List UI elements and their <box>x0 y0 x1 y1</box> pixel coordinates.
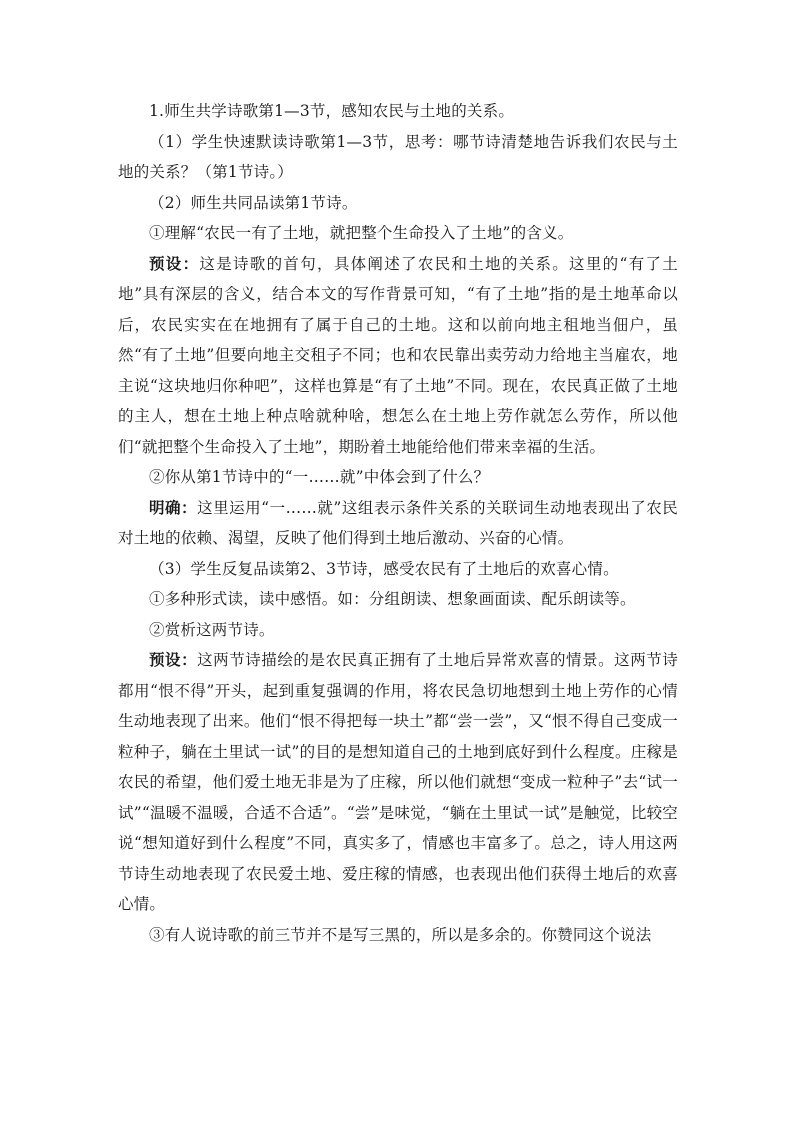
preset-label: 预设： <box>149 650 198 669</box>
clarify-label: 明确： <box>149 497 198 517</box>
document-body <box>118 96 678 950</box>
question-1 <box>118 127 678 188</box>
paragraph-text: ③有人说诗歌的前三节并不是写三黑的，所以是多余的。你赞同这个说法 <box>149 925 652 944</box>
paragraph-text: 这两节诗描绘的是农民真正拥有了土地后异常欢喜的情景。这两节诗都用“恨不得”开头，起到重复强调的作用，将农民急切地想到土地上劳作的心情生动地表现了出来。他们“恨不得把每一块土”都“尝一尝”，又“恨不得自己变成一粒种子，躺在土里试一试”的目的是想知道自己的土地到底好到什么程度。庄稼是农民的希望，他们爱土地无非是为了庄稼，所以他们就想“变成一粒种子”去“试一试”“温暖不温暖，合适不合适”。“尝”是味觉，“躺在土里试一试”是触觉，比较空说“想知道好到什么程度”不同，真实多了，情感也丰富多了。总之，诗人用这两节诗生动地表现了农民爱土地、爱庄稼的情感，也表现出他们获得土地后的欢喜心情。 <box>118 651 678 913</box>
paragraph-text: ②赏析这两节诗。 <box>149 620 275 639</box>
step-3-heading <box>118 554 678 585</box>
preset-label: 预设： <box>149 253 200 273</box>
preset-answer-1 <box>118 249 678 463</box>
paragraph-text: （2）师生共同品读第1节诗。 <box>149 193 358 212</box>
sub-question-2 <box>118 462 678 493</box>
paragraph-text: ②你从第1节诗中的“一……就”中体会到了什么？ <box>149 468 490 486</box>
paragraph-text: ①理解“农民一有了土地，就把整个生命投入了土地”的含义。 <box>149 224 574 242</box>
section-heading <box>118 96 678 127</box>
step-2-heading <box>118 188 678 219</box>
preset-answer-2 <box>118 645 678 920</box>
analysis-heading <box>118 615 678 646</box>
reading-methods <box>118 584 678 615</box>
paragraph-text: 这是诗歌的首句，具体阐述了农民和土地的关系。这里的“有了土地”具有深层的含义，结合本文的写作背景可知，“有了土地”指的是土地革命以后，农民实实在在地拥有了属于自己的土地。这和以前向地主租地当佃户，虽然“有了土地”但要向地主交租子不同；也和农民靠出卖劳动力给地主当雇农，地主说“这块地归你种吧”，这样也算是“有了土地”不同。现在，农民真正做了土地的主人，想在土地上种点啥就种啥，想怎么在土地上劳作就怎么劳作，所以他们“就把整个生命投入了土地”，期盼着土地能给他们带来幸福的生活。 <box>118 254 678 456</box>
paragraph-text: 1.师生共学诗歌第1—3节，感知农民与土地的关系。 <box>149 102 515 120</box>
sub-question-3 <box>118 920 678 951</box>
clarify-answer <box>118 493 678 554</box>
paragraph-text: （1）学生快速默读诗歌第1—3节，思考：哪节诗清楚地告诉我们农民与土地的关系？（第1节诗。） <box>118 132 678 181</box>
sub-question-1 <box>118 218 678 249</box>
paragraph-text: ①多种形式读，读中感悟。如：分组朗读、想象画面读、配乐朗读等。 <box>149 590 636 608</box>
paragraph-text: 这里运用“一……就”这组表示条件关系的关联词生动地表现出了农民对土地的依赖、渴望，反映了他们得到土地后激动、兴奋的心情。 <box>118 498 678 547</box>
paragraph-text: （3）学生反复品读第2、3节诗，感受农民有了土地后的欢喜心情。 <box>149 559 619 578</box>
